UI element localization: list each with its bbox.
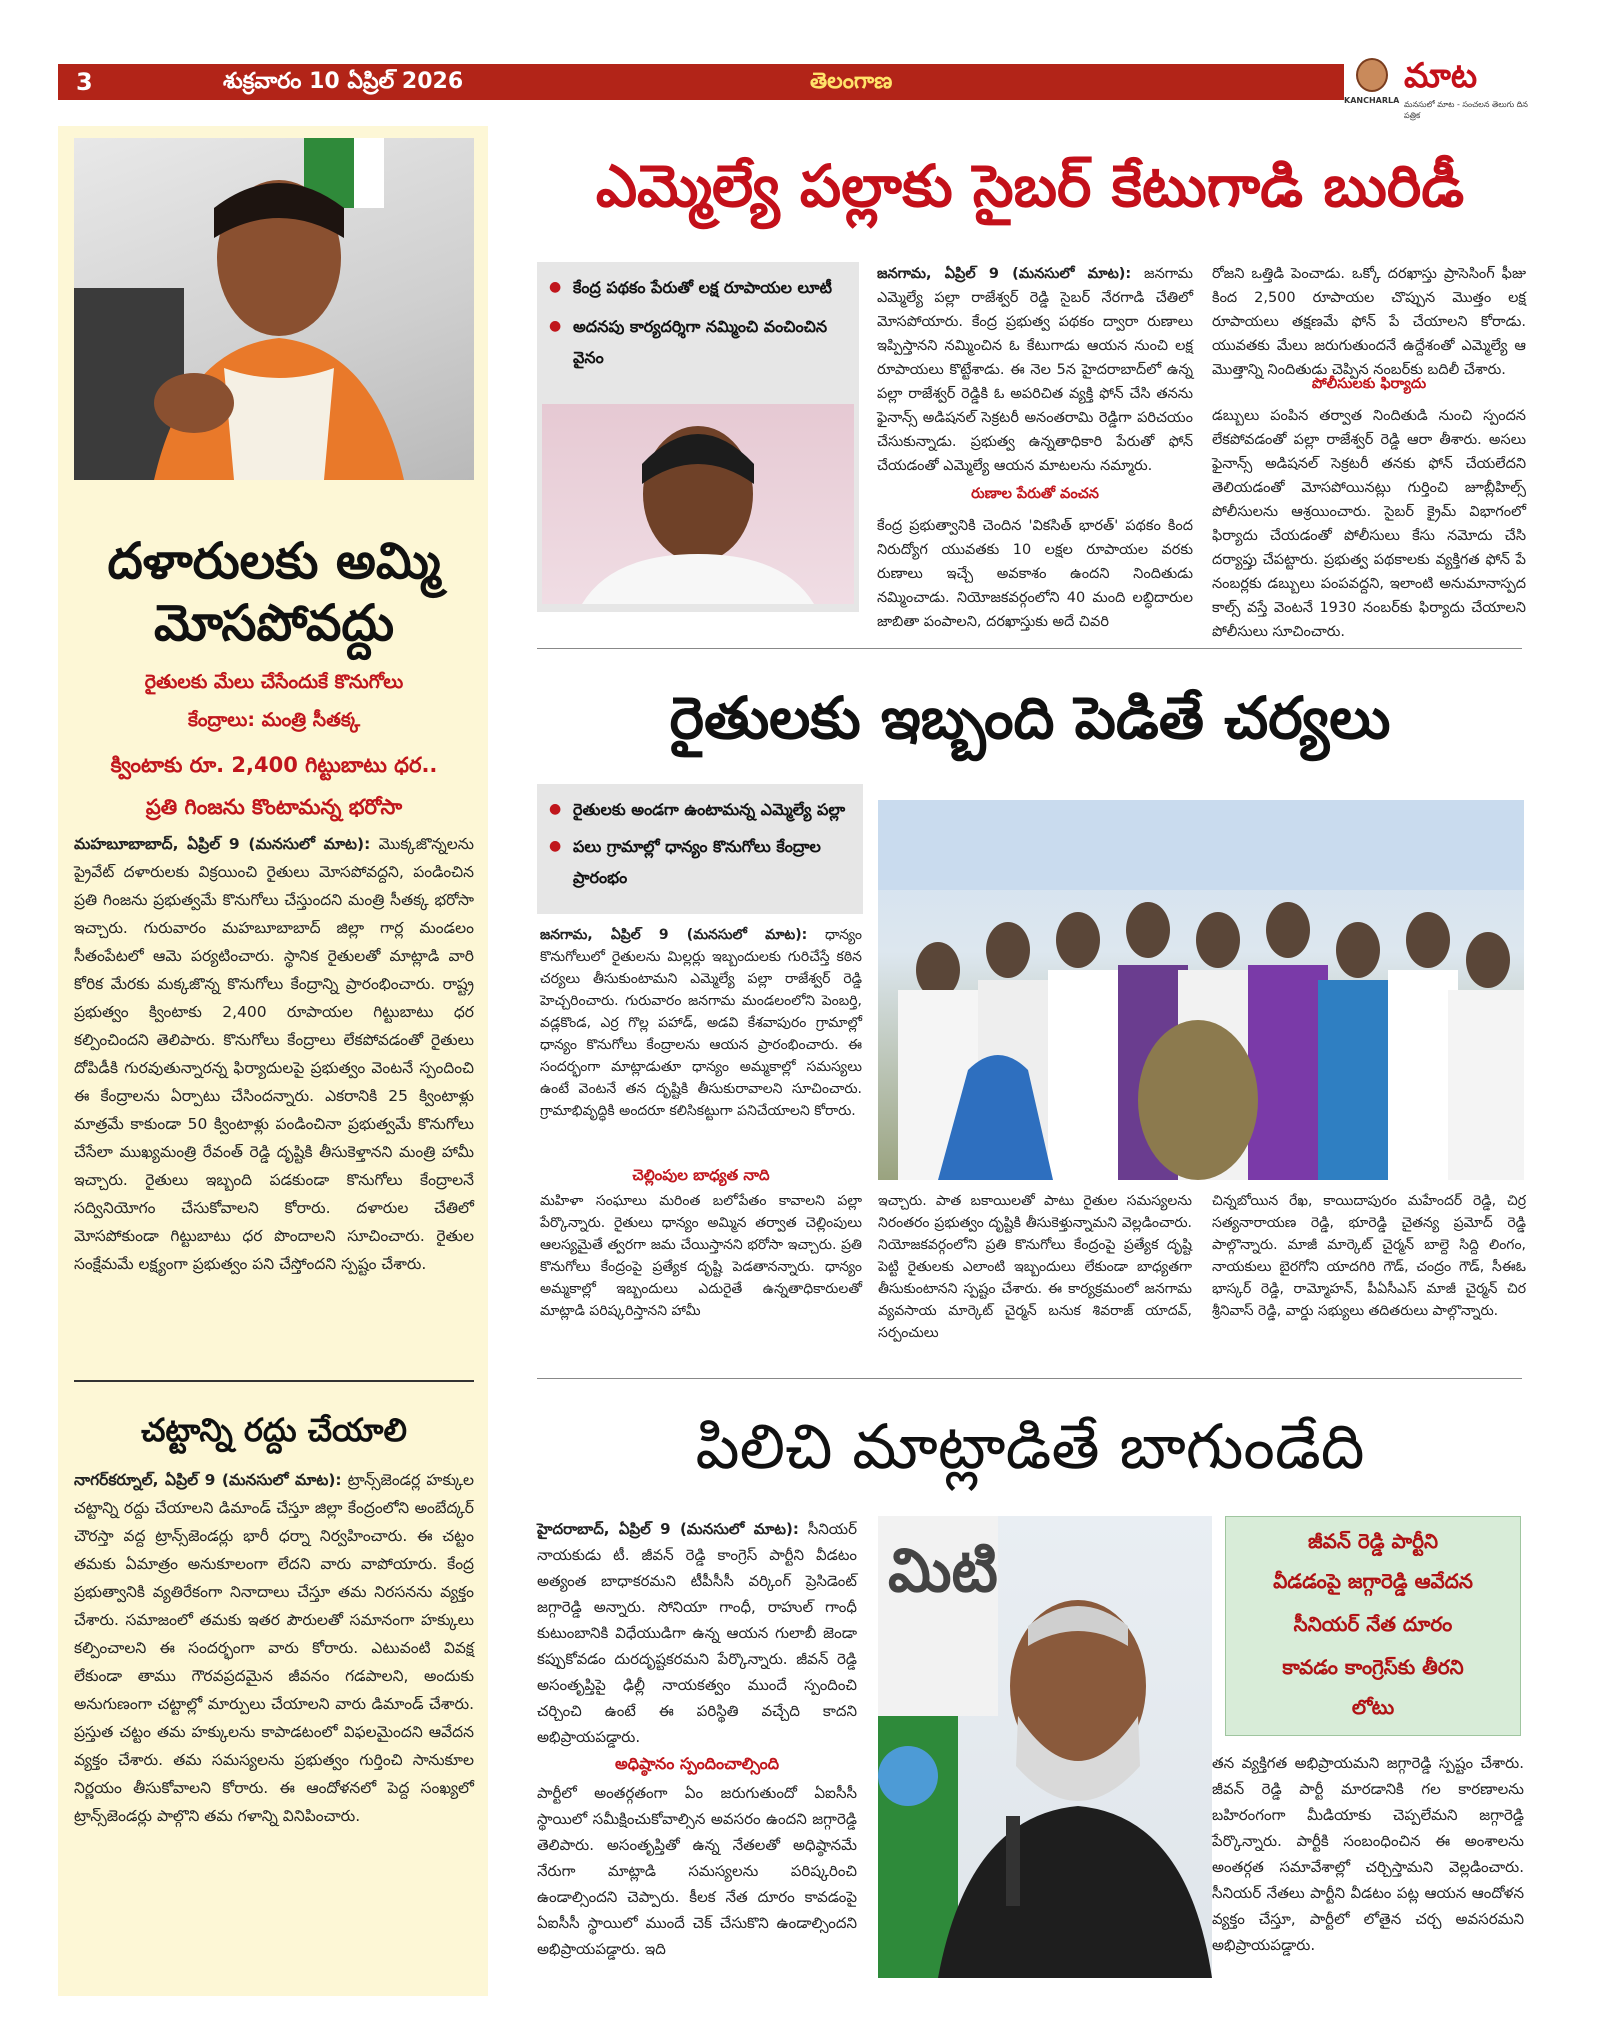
cyber-col1-text: జనగామ ఎమ్మెల్యే పల్లా రాజేశ్వర్ రెడ్డి సైబర్ నేరగాడి చేతిలో మోసపోయారు. కేంద్ర ప్రభుత్వ పథకం ద్వారా రుణాలు ఇప్పిస్తానని నమ్మించిన ఓ కేటుగాడు ఆయన నుంచి లక్ష రూపాయలు కొట్టేశాడు. ఈ నెల 5న హైదరాబాద్‌లో ఉన్న పల్లా రాజేశ్వర్ రెడ్డికి ఓ అపరిచిత వ్యక్తి ఫోన్ చేసి తనను ఫైనాన్స్ అడిషనల్ సెక్రటరీ అనంతరామి రెడ్డిగా పరిచయం చేసుకున్నాడు. ప్రభుత్వ ఉన్నతాధికారి పేరుతో ఫోన్ చేయడంతో ఎమ్మెల్యే ఆయన మాటలను నమ్మారు. <box>877 266 1194 474</box>
cyber-col2: రోజని ఒత్తిడి పెంచాడు. ఒక్కో దరఖాస్తు ప్రాసెసింగ్ ఫీజు కింద 2,500 రూపాయల చొప్పున మొత్తం లక్ష రూపాయలు తక్షణమే ఫోన్ పే చేయాలని కోరాడు. యువతకు మేలు జరుగుతుందనే ఉద్దేశంతో ఎమ్మెల్యే ఆ మొత్తాన్ని నిందితుడు చెప్పిన నంబర్‌కు బదిలీ చేశారు. <box>1212 266 1526 378</box>
highlight-line-4: కావడం కాంగ్రెస్‌కు తీరని <box>1282 1655 1464 1679</box>
farmers-subhead-1: చెల్లింపుల బాధ్యత నాది <box>632 1166 770 1184</box>
cyber-col1 <box>877 262 1193 478</box>
highlight-line-3: సీనియర్ నేత దూరం <box>1293 1612 1453 1636</box>
cyber-subhead-2: పోలీసులకు ఫిర్యాదు <box>1311 376 1427 392</box>
left-story1-body <box>74 830 474 1278</box>
newspaper-logo <box>1344 56 1544 120</box>
left-story1-dateline: మహబూబాబాద్, ఏప్రిల్ 9 (మనసులో మాట): <box>74 835 371 853</box>
farmers-bullets <box>537 784 863 914</box>
left-story1-headline: దళారులకు అమ్మి మోసపోవద్దు <box>107 532 441 652</box>
page-number: 3 <box>76 68 93 96</box>
highlight-line-2: వీడడంపై జగ్గారెడ్డి ఆవేదన <box>1273 1569 1473 1593</box>
farmers-col1 <box>540 924 862 1122</box>
left-story2-text: ట్రాన్స్‌జెండర్ల హక్కుల చట్టాన్ని రద్దు చేయాలని డిమాండ్ చేస్తూ జిల్లా కేంద్రంలోని అంబేద్కర్ చౌరస్తా వద్ద ట్రాన్స్‌జెండర్లు భారీ ధర్నా నిర్వహించారు. ఈ చట్టం తమకు ఏమాత్రం అనుకూలంగా లేదని వారు వాపోయారు. కేంద్ర ప్రభుత్వానికి వ్యతిరేకంగా నినాదాలు చేస్తూ తమ నిరసనను వ్యక్తం చేశారు. సమాజంలో తమకు ఇతర పౌరులతో సమానంగా హక్కులు కల్పించాలని ఈ సందర్భంగా వారు కోరారు. ఎటువంటి వివక్ష లేకుండా తాము గౌరవప్రదమైన జీవనం గడపాలని, అందుకు అనుగుణంగా చట్టాల్లో మార్పులు చేయాలని వారు డిమాండ్ చేశారు. ప్రస్తుత చట్టం తమ హక్కులను కాపాడటంలో విఫలమైందని ఆవేదన వ్యక్తం చేశారు. తమ సమస్యలను ప్రభుత్వం గుర్తించి సానుకూల నిర్ణయం తీసుకోవాలని కోరారు. ఈ ఆందోళనలో పెద్ద సంఖ్యలో ట్రాన్స్‌జెండర్లు పాల్గొని తమ గళాన్ని వినిపించారు. <box>74 1471 474 1825</box>
cyber-col2b: డబ్బులు పంపిన తర్వాత నిందితుడి నుంచి స్పందన లేకపోవడంతో పల్లా రాజేశ్వర్ రెడ్డి ఆరా తీశారు. అసలు ఫైనాన్స్ అడిషనల్ సెక్రటరీ తనకు ఫోన్ చేయలేదని తెలియడంతో మోసపోయినట్లు గుర్తించి జూబ్లీహిల్స్ పోలీసులను ఆశ్రయించారు. సైబర్ క్రైమ్ విభాగంలో ఫిర్యాదు చేయడంతో పోలీసులు కేసు నమోదు చేసి దర్యాప్తు చేపట్టారు. ప్రభుత్వ పథకాలకు వ్యక్తిగత ఫోన్ పే నంబర్లకు డబ్బులు పంపవద్దని, ఇలాంటి అనుమానాస్పద కాల్స్ వస్తే వెంటనే 1930 నంబర్‌కు ఫిర్యాదు చేయాలని పోలీసులు సూచించారు. <box>1212 408 1526 640</box>
header-bar <box>58 64 1522 100</box>
farmers-bullet-1: ● రైతులకు అండగా ఉంటామన్న ఎమ్మెల్యే పల్లా <box>549 794 851 825</box>
jaggareddy-col1b: పార్టీలో అంతర్గతంగా ఏం జరుగుతుందో ఏఐసీసీ స్థాయిలో సమీక్షించుకోవాల్సిన అవసరం ఉందని జగ్గారెడ్డి తెలిపారు. అసంతృప్తితో ఉన్న నేతలతో అధిష్ఠానమే నేరుగా మాట్లాడి సమస్యలను పరిష్కరించి ఉండాల్సిందని చెప్పారు. కీలక నేత దూరం కావడంపై ఏఐసీసీ స్థాయిలో ముందే చెక్ చేసుకొని ఉండాల్సిందని అభిప్రాయపడ్డారు. ఇది <box>537 1784 857 1958</box>
jaggareddy-subhead-1: అధిష్ఠానం స్పందించాల్సింది <box>614 1754 780 1773</box>
jaggareddy-photo <box>878 1516 1212 1978</box>
jaggareddy-headline: పిలిచి మాట్లాడితే బాగుండేది <box>695 1410 1365 1483</box>
left-column <box>58 126 488 1996</box>
farmers-col1-text: ధాన్యం కొనుగోలులో రైతులను మిల్లర్లు ఇబ్బందులకు గురిచేస్తే కఠిన చర్యలు తీసుకుంటామని ఎమ్మెల్యే పల్లా రాజేశ్వర్ రెడ్డి హెచ్చరించారు. గురువారం జనగామ మండలంలోని పెంబర్తి, వడ్లకొండ, ఎర్ర గొల్ల పహాడ్, అడవి కేశవాపురం గ్రామాల్లో ధాన్యం కొనుగోలు కేంద్రాలను ఆయన ప్రారంభించారు. ఈ సందర్భంగా మాట్లాడుతూ ధాన్యం అమ్మకాల్లో సమస్యలు ఉంటే వెంటనే తన దృష్టికి తీసుకురావాలని సూచించారు. గ్రామాభివృద్ధికి అందరూ కలిసికట్టుగా పనిచేయాలని కోరారు. <box>540 927 863 1119</box>
jaggareddy-col2: తన వ్యక్తిగత అభిప్రాయమని జగ్గారెడ్డి స్పష్టం చేశారు. జీవన్ రెడ్డి పార్టీ మారడానికి గల కారణాలను బహిరంగంగా మీడియాకు చెప్పలేమని జగ్గారెడ్డి పేర్కొన్నారు. పార్టీకి సంబంధించిన ఈ అంశాలను అంతర్గత సమావేశాల్లో చర్చిస్తామని వెల్లడించారు. సీనియర్ నేతలు పార్టీని వీడటం పట్ల ఆయన ఆందోళన వ్యక్తం చేస్తూ, పార్టీలో లోతైన చర్చ అవసరమని అభిప్రాయపడ్డారు. <box>1212 1754 1524 1954</box>
logo-portrait-icon <box>1356 58 1388 92</box>
left-story2-headline: చట్టాన్ని రద్దు చేయాలి <box>141 1411 407 1449</box>
farmers-event-photo <box>878 800 1524 1180</box>
cyber-bullet-1: ● కేంద్ర పథకం పేరుతో లక్ష రూపాయల లూటీ <box>549 272 847 303</box>
farmers-col1b: మహిళా సంఘాలు మరింత బలోపేతం కావాలని పల్లా పేర్కొన్నారు. రైతులు ధాన్యం అమ్మిన తర్వాత చెల్లింపులు ఆలస్యమైతే త్వరగా జమ చేయిస్తానని భరోసా ఇచ్చారు. ప్రతి కొనుగోలు కేంద్రంపై ప్రత్యేక దృష్టి పెడతానన్నారు. ధాన్యం అమ్మకాల్లో ఇబ్బందులు ఎదురైతే ఉన్నతాధికారులతో మాట్లాడి పరిష్కరిస్తానని హామీ <box>540 1193 862 1319</box>
highlight-line-5: లోటు <box>1351 1695 1395 1719</box>
cyber-subhead-1: రుణాల పేరుతో వంచన <box>971 486 1099 502</box>
mla-palla-photo <box>542 404 854 604</box>
jaggareddy-col1-text: సీనియర్ నాయకుడు టీ. జీవన్ రెడ్డి కాంగ్రెస్ పార్టీని వీడటం అత్యంత బాధాకరమని టీపీసీసీ వర్కింగ్ ప్రెసిడెంట్ జగ్గారెడ్డి అన్నారు. సోనియా గాంధీ, రాహుల్ గాంధీ కుటుంబానికి విధేయుడిగా ఉన్న ఆయన గులాబీ జెండా కప్పుకోవడం దురదృష్టకరమని పేర్కొన్నారు. జీవన్ రెడ్డి అసంతృప్తిపై ఢిల్లీ నాయకత్వం ముందే స్పందించి చర్చించి ఉంటే ఈ పరిస్థితి వచ్చేది కాదని అభిప్రాయపడ్డారు. <box>537 1520 857 1746</box>
logo-brand: మాట <box>1404 56 1478 96</box>
cyber-dateline: జనగామ, ఏప్రిల్ 9 (మనసులో మాట): <box>877 266 1132 282</box>
left-story1-text: మొక్కజొన్నలను ప్రైవేట్ దళారులకు విక్రయించి రైతులు మోసపోవద్దని, పండించిన ప్రతి గింజను ప్రభుత్వమే కొనుగోలు చేస్తుందని మంత్రి సీతక్క భరోసా ఇచ్చారు. గురువారం మహబూబాబాద్ జిల్లా గార్ల మండలం సీతంపేటలో ఆమె పర్యటించారు. స్థానిక రైతులతో మాట్లాడి వారి కోరిక మేరకు మక్కజొన్న కొనుగోలు కేంద్రాన్ని ప్రారంభించారు. రాష్ట్ర ప్రభుత్వం క్వింటాకు 2,400 రూపాయల గిట్టుబాటు ధర కల్పించిందని తెలిపారు. కొనుగోలు కేంద్రాలు లేకపోవడంతో రైతులు దోపిడీకి గురవుతున్నారన్న ఫిర్యాదులపై ప్రభుత్వం వెంటనే స్పందించి ఈ కేంద్రాలను ఏర్పాటు చేసిందన్నారు. ఎకరానికి 25 క్వింటాళ్లు మాత్రమే కాకుండా 50 క్వింటాళ్లు పండించినా ప్రభుత్వమే కొనుగోలు చేసేలా ముఖ్యమంత్రి రేవంత్ రెడ్డి దృష్టికి తీసుకెళ్తానని మంత్రి హామీ ఇచ్చారు. రైతులు ఇబ్బంది పడకుండా కొనుగోలు కేంద్రాలనే సద్వినియోగం చేసుకోవాలని కోరారు. దళారుల చేతిలో మోసపోకుండా గిట్టుబాటు ధర పొందాలని సూచించారు. రైతుల సంక్షేమమే లక్ష్యంగా ప్రభుత్వం పని చేస్తోందని స్పష్టం చేశారు. <box>74 835 474 1273</box>
jaggareddy-col1 <box>537 1516 857 1750</box>
farmers-headline: రైతులకు ఇబ్బంది పెడితే చర్యలు <box>669 684 1391 752</box>
cyber-bullet-2: ● అదనపు కార్యదర్శిగా నమ్మించి వంచించిన వైనం <box>549 311 847 373</box>
farmers-bullet-2: ● పలు గ్రామాల్లో ధాన్యం కొనుగోలు కేంద్రాల ప్రారంభం <box>549 831 851 893</box>
podium-text: మిటి <box>888 1536 998 1606</box>
section-name: తెలంగాణ <box>810 69 893 94</box>
issue-date: శుక్రవారం 10 ఏప్రిల్ 2026 <box>223 69 464 94</box>
left-story2-body <box>74 1466 474 1830</box>
cyber-col1b: కేంద్ర ప్రభుత్వానికి చెందిన 'వికసిత్ భారత్' పథకం కింద నిరుద్యోగ యువతకు 10 లక్షల రూపాయల వరకు రుణాలు ఇచ్చే అవకాశం ఉందని నిందితుడు నమ్మించాడు. నియోజకవర్గంలోని 40 మంది లబ్ధిదారుల జాబితా పంపాలని, దరఖాస్తుకు అదే చివరి <box>877 518 1193 630</box>
farmers-col3: చిన్నబోయిన రేఖ, కాయిదాపురం మహేందర్ రెడ్డి, చిర్ర సత్యనారాయణ రెడ్డి, భూరెడ్డి చైతన్య ప్రమోద్ రెడ్డి పాల్గొన్నారు. మాజీ మార్కెట్ చైర్మన్ బాల్దె సిద్ది లింగం, నాయకులు బైరగోని యాదగిరి గౌడ్, చంద్రం గౌడ్, సీఈఓ భాస్కర్ రెడ్డి, రామ్మోహన్, పీఏసీఎస్ మాజీ చైర్మన్ చిర శ్రీనివాస్ రెడ్డి, వార్డు సభ్యులు తదితరులు పాల్గొన్నారు. <box>1212 1193 1526 1319</box>
farmers-divider <box>537 1378 1522 1379</box>
jaggareddy-highlight-box <box>1225 1516 1521 1736</box>
left-story1-subhead2: క్వింటాకు రూ. 2,400 గిట్టుబాటు ధర.. ప్రతి గింజను కొంటామన్న భరోసా <box>110 753 438 819</box>
highlight-line-1: జీవన్ రెడ్డి పార్టీని <box>1308 1529 1438 1553</box>
cyber-headline: ఎమ్మెల్యే పల్లాకు సైబర్ కేటుగాడి బురిడీ <box>595 152 1465 220</box>
left-story1-subhead: రైతులకు మేలు చేసేందుకే కొనుగోలు కేంద్రాలు: మంత్రి సీతక్క <box>144 671 404 731</box>
left-story2-dateline: నాగర్‌కర్నూల్, ఏప్రిల్ 9 (మనసులో మాట): <box>74 1471 342 1489</box>
farmers-col2: ఇచ్చారు. పాత బకాయిలతో పాటు రైతుల సమస్యలను నిరంతరం ప్రభుత్వం దృష్టికి తీసుకెళ్తున్నామని వెల్లడించారు. నియోజకవర్గంలోని ప్రతి కొనుగోలు కేంద్రంపై ప్రత్యేక దృష్టి పెట్టి రైతులకు ఎలాంటి ఇబ్బందులు లేకుండా బాధ్యతగా తీసుకుంటానని స్పష్టం చేశారు. ఈ కార్యక్రమంలో జనగామ వ్యవసాయ మార్కెట్ చైర్మన్ బనుక శివరాజ్ యాదవ్, సర్పంచులు <box>878 1193 1192 1341</box>
logo-name: KANCHARLA <box>1344 96 1400 105</box>
jaggareddy-dateline: హైదరాబాద్, ఏప్రిల్ 9 (మనసులో మాట): <box>537 1520 799 1538</box>
left-divider <box>74 1380 474 1382</box>
cyber-divider <box>537 648 1522 649</box>
minister-photo <box>74 138 474 480</box>
farmers-dateline: జనగామ, ఏప్రిల్ 9 (మనసులో మాట): <box>540 927 808 943</box>
logo-tagline: మనసులో మాట - సంచలన తెలుగు దిన పత్రిక <box>1404 100 1528 120</box>
